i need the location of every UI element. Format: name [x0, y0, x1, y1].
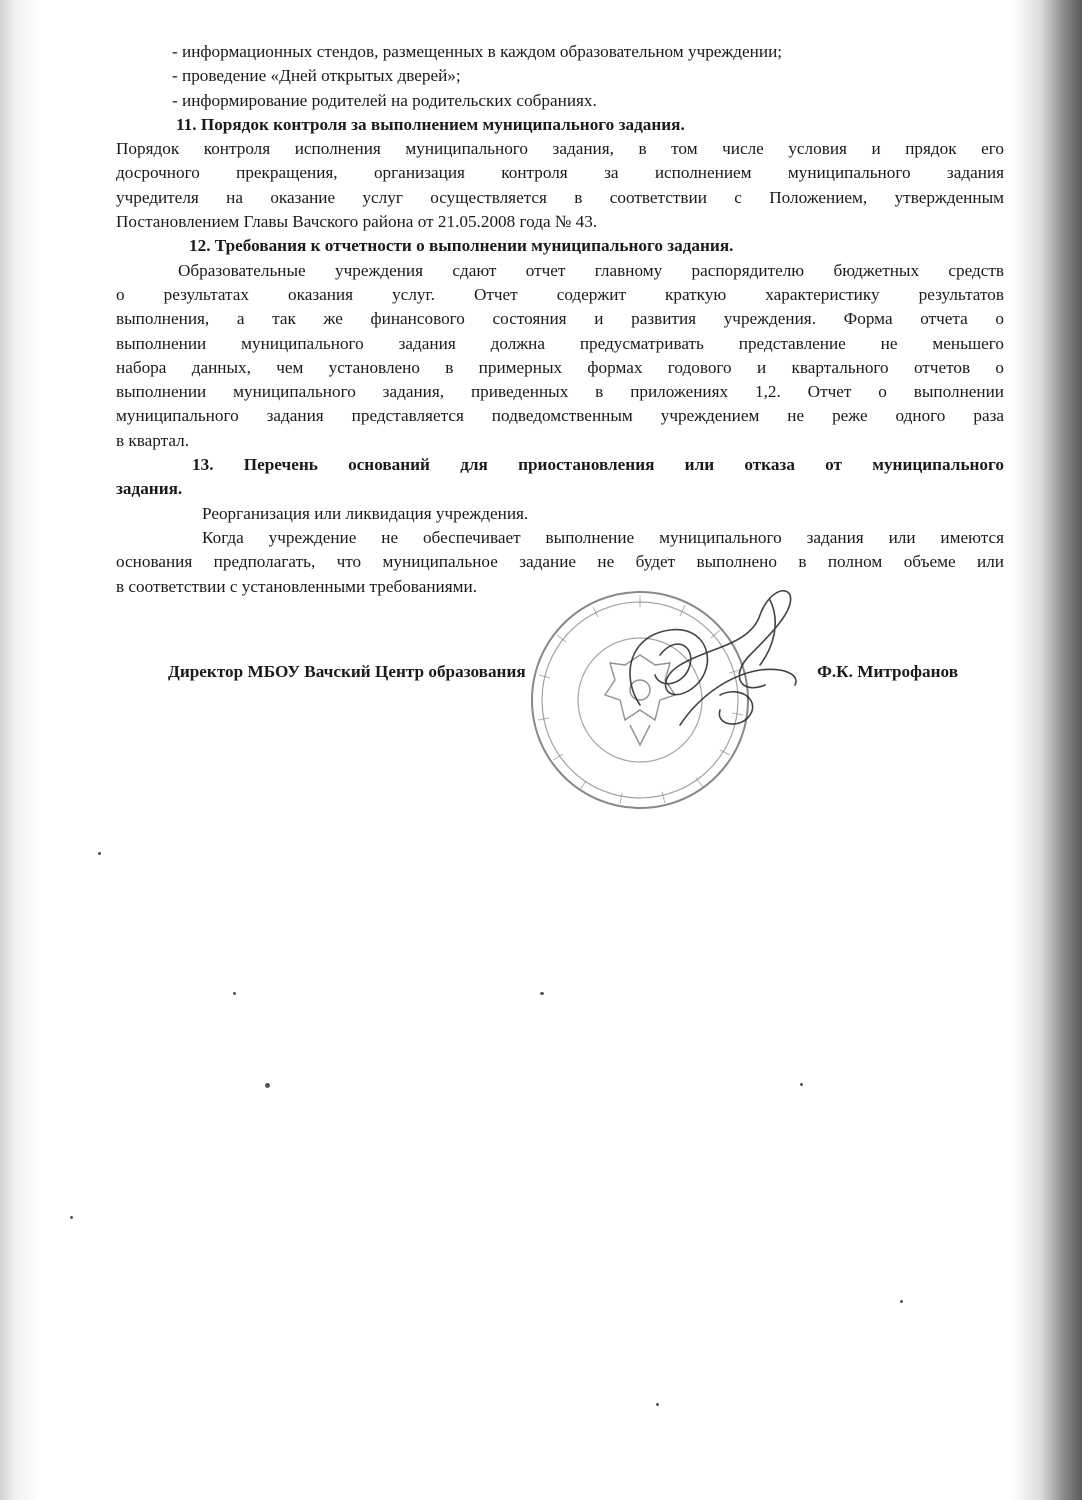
paragraph-line: выполнения, а так же финансового состояния и развития учреждения. Форма отчета о [116, 309, 1004, 329]
section-heading-13-cont: задания. [116, 479, 183, 499]
scan-speck [98, 852, 101, 855]
paragraph-line: Постановлением Главы Вачского района от 21.05.2008 года № 43. [116, 212, 598, 232]
paragraph-line: муниципального задания представляется подведомственным учреждением не реже одного раза [116, 406, 1004, 426]
signature-title: Директор МБОУ Вачский Центр образования [168, 662, 526, 681]
paragraph-line: Образовательные учреждения сдают отчет главному распорядителю бюджетных средств [178, 260, 1004, 280]
paragraph-line: Порядок контроля исполнения муниципального задания, в том числе условия и прядок его [116, 139, 1004, 159]
paragraph-line: в соответствии с установленными требованиями. [116, 576, 477, 596]
signature-name: Ф.К. Митрофанов [817, 662, 958, 681]
scan-speck [656, 1403, 659, 1406]
list-item: - информационных стендов, размещенных в каждом образовательном учреждении; [172, 42, 783, 61]
paragraph-line: Когда учреждение не обеспечивает выполнение муниципального задания или имеются [202, 527, 1004, 547]
scan-shadow-left [0, 0, 40, 1500]
scan-speck [265, 1083, 270, 1088]
section-heading-12: 12. Требования к отчетности о выполнении муниципального задания. [189, 236, 734, 256]
list-item: - информирование родителей на родительских собраниях. [172, 90, 597, 110]
scan-speck [70, 1216, 73, 1219]
document-body [116, 40, 1004, 599]
section-heading-13: 13. Перечень оснований для приостановления или отказа от муниципального [192, 455, 1004, 475]
paragraph-line: Реорганизация или ликвидация учреждения. [202, 503, 529, 523]
scan-speck [800, 1083, 803, 1086]
paragraph-line: о результатах оказания услуг. Отчет содержит краткую характеристику результатов [116, 284, 1004, 304]
paragraph-line: досрочного прекращения, организация контроля за исполнением муниципального задания [116, 163, 1004, 183]
scan-speck [233, 992, 236, 995]
handwritten-signature [600, 575, 820, 745]
paragraph-line: учредителя на оказание услуг осуществляется в соответствии с Положением, утвержденным [116, 187, 1004, 207]
paragraph-line: основания предполагать, что муниципальное задание не будет выполнено в полном объеме или [116, 552, 1004, 572]
paragraph-line: выполнении муниципального задания, приведенных в приложениях 1,2. Отчет о выполнении [116, 382, 1004, 402]
section-heading-11: 11. Порядок контроля за выполнением муниципального задания. [176, 114, 685, 134]
paragraph-line: набора данных, чем установлено в примерных формах годового и квартального отчетов о [116, 357, 1004, 377]
list-item: - проведение «Дней открытых дверей»; [172, 66, 461, 86]
paragraph-line: выполнении муниципального задания должна предусматривать представление не меньшего [116, 333, 1004, 353]
paragraph-line: в квартал. [116, 430, 190, 450]
scan-speck [540, 992, 544, 995]
scan-speck [900, 1300, 903, 1303]
scan-shadow-right [1012, 0, 1082, 1500]
